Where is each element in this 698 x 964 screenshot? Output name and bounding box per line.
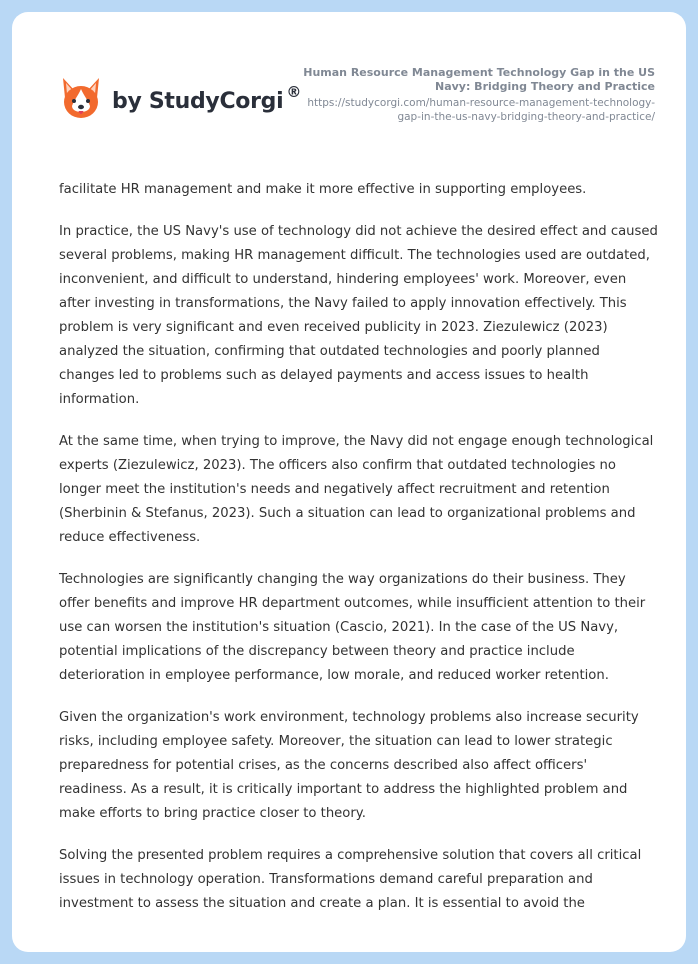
document-meta bbox=[295, 66, 655, 124]
paragraph: Technologies are significantly changing the way organizations do their business. They offer benefits and improve HR department outcomes, while insufficient attention to their use can worsen the institution's situation (Cascio, 2021). In the case of the US Navy, potential implications of the discrepancy between theory and practice include deterioration in employee performance, low morale, and reduced worker retention. bbox=[59, 572, 646, 683]
studycorgi-logo[interactable] bbox=[60, 76, 301, 122]
paragraph: In practice, the US Navy's use of technology did not achieve the desired effect and caused several problems, making HR management difficult. The technologies used are outdated, inconvenient, and difficult to understand, hindering employees' work. Moreover, even after investing in transformations, the Navy failed to apply innovation effectively. This problem is very significant and even received publicity in 2023. Ziezulewicz (2023) analyzed the situation, confirming that outdated technologies and poorly planned changes led to problems such as delayed payments and access issues to health information. bbox=[59, 224, 658, 407]
document-body bbox=[59, 178, 659, 934]
paragraph: facilitate HR management and make it more effective in supporting employees. bbox=[59, 182, 587, 197]
document-page bbox=[12, 12, 686, 952]
document-title: Human Resource Management Technology Gap in the US Navy: Bridging Theory and Practice bbox=[303, 66, 655, 93]
document-url[interactable]: https://studycorgi.com/human-resource-management-technology-gap-in-the-us-navy-bridging-theory-and-practice/ bbox=[307, 97, 655, 123]
paragraph: Solving the presented problem requires a comprehensive solution that covers all critical issues in technology operation. Transformations demand careful preparation and investment to assess the situation and create a plan. It is essential to avoid the bbox=[59, 848, 642, 911]
page-header bbox=[12, 12, 686, 162]
paragraph: Given the organization's work environment, technology problems also increase security risks, including employee safety. Moreover, the situation can lead to lower strategic preparedness for potential crises, as the concerns described also affect officers' readiness. As a result, it is critically important to address the highlighted problem and make efforts to bring practice closer to theory. bbox=[59, 710, 639, 821]
corgi-logo-icon bbox=[60, 76, 102, 122]
brand-name: by StudyCorgi ® bbox=[112, 82, 302, 114]
paragraph: At the same time, when trying to improve, the Navy did not engage enough technological experts (Ziezulewicz, 2023). The officers also confirm that outdated technologies no longer meet the institution's needs and negatively affect recruitment and retention (Sherbinin & Stefanus, 2023). Such a situation can lead to organizational problems and reduce effectiveness. bbox=[59, 434, 654, 545]
registered-mark: ® bbox=[286, 82, 302, 101]
